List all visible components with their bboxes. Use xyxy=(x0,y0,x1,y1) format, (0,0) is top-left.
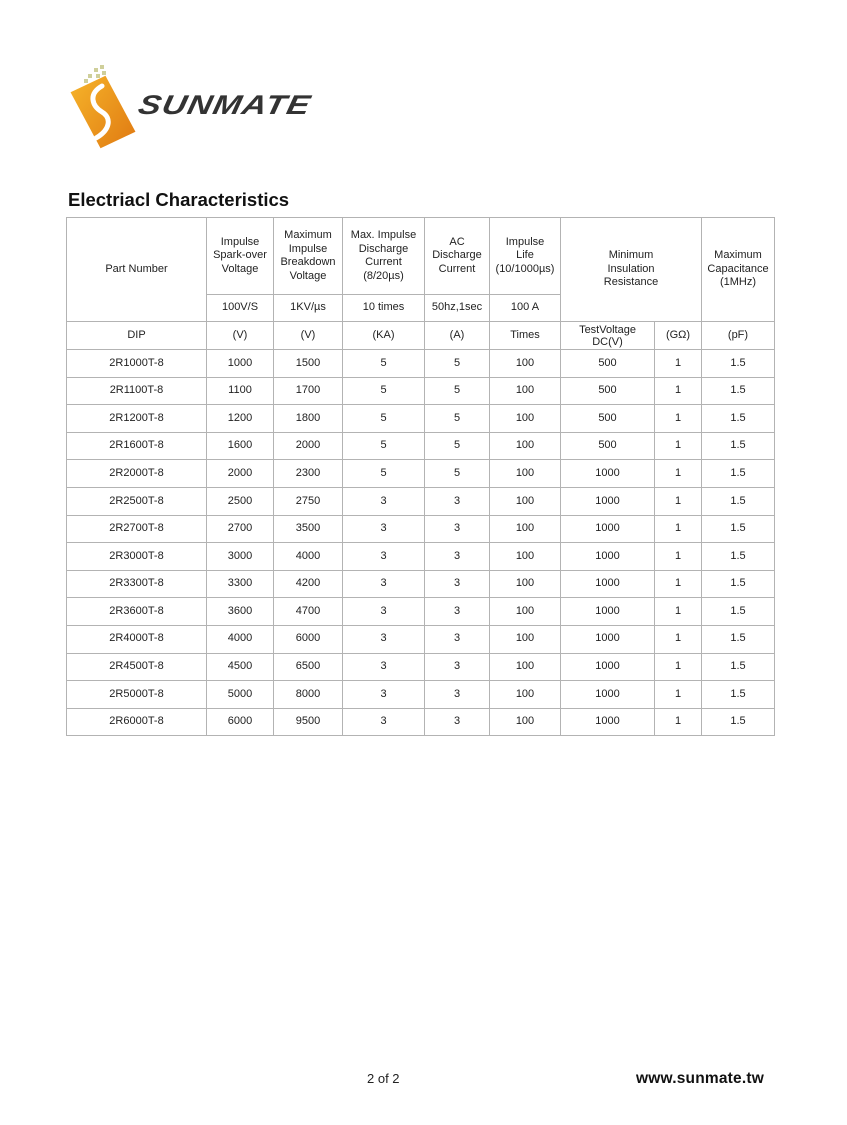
cell-breakdown-voltage: 1700 xyxy=(274,377,343,405)
cell-breakdown-voltage: 1500 xyxy=(274,350,343,378)
header-max-impulse-breakdown: Maximum Impulse Breakdown Voltage xyxy=(274,218,343,295)
cell-part-number: 2R2000T-8 xyxy=(67,460,207,488)
unit-ac: (A) xyxy=(425,322,490,350)
cell-test-voltage: 500 xyxy=(561,405,655,433)
condition-life: 100 A xyxy=(490,295,561,322)
cell-insulation-resistance: 1 xyxy=(655,570,702,598)
cell-impulse-life: 100 xyxy=(490,487,561,515)
cell-capacitance: 1.5 xyxy=(702,625,775,653)
cell-ac-discharge-current: 3 xyxy=(425,598,490,626)
unit-life: Times xyxy=(490,322,561,350)
cell-discharge-current: 5 xyxy=(343,460,425,488)
cell-insulation-resistance: 1 xyxy=(655,708,702,736)
cell-discharge-current: 3 xyxy=(343,487,425,515)
table-row xyxy=(67,515,775,543)
electrical-characteristics-table xyxy=(66,217,775,736)
cell-ac-discharge-current: 3 xyxy=(425,708,490,736)
table-row xyxy=(67,653,775,681)
cell-capacitance: 1.5 xyxy=(702,350,775,378)
cell-part-number: 2R5000T-8 xyxy=(67,681,207,709)
cell-impulse-life: 100 xyxy=(490,377,561,405)
cell-sparkover-voltage: 1600 xyxy=(207,432,274,460)
cell-capacitance: 1.5 xyxy=(702,432,775,460)
cell-test-voltage: 1000 xyxy=(561,543,655,571)
cell-impulse-life: 100 xyxy=(490,432,561,460)
cell-sparkover-voltage: 2500 xyxy=(207,487,274,515)
cell-impulse-life: 100 xyxy=(490,460,561,488)
cell-discharge-current: 3 xyxy=(343,543,425,571)
table-row xyxy=(67,708,775,736)
cell-breakdown-voltage: 4000 xyxy=(274,543,343,571)
cell-discharge-current: 3 xyxy=(343,515,425,543)
cell-insulation-resistance: 1 xyxy=(655,377,702,405)
unit-resistance: (GΩ) xyxy=(655,322,702,350)
cell-part-number: 2R1100T-8 xyxy=(67,377,207,405)
cell-discharge-current: 5 xyxy=(343,432,425,460)
table-row xyxy=(67,570,775,598)
cell-sparkover-voltage: 4000 xyxy=(207,625,274,653)
sunmate-logo xyxy=(58,62,320,150)
cell-part-number: 2R3300T-8 xyxy=(67,570,207,598)
cell-part-number: 2R3000T-8 xyxy=(67,543,207,571)
page-number: 2 of 2 xyxy=(367,1071,400,1086)
cell-impulse-life: 100 xyxy=(490,543,561,571)
cell-capacitance: 1.5 xyxy=(702,708,775,736)
cell-impulse-life: 100 xyxy=(490,515,561,543)
table-row xyxy=(67,487,775,515)
cell-sparkover-voltage: 4500 xyxy=(207,653,274,681)
cell-part-number: 2R6000T-8 xyxy=(67,708,207,736)
cell-insulation-resistance: 1 xyxy=(655,653,702,681)
cell-test-voltage: 1000 xyxy=(561,570,655,598)
unit-sparkover: (V) xyxy=(207,322,274,350)
table-row xyxy=(67,598,775,626)
cell-ac-discharge-current: 5 xyxy=(425,432,490,460)
cell-test-voltage: 1000 xyxy=(561,460,655,488)
cell-discharge-current: 5 xyxy=(343,405,425,433)
table-row xyxy=(67,625,775,653)
header-max-capacitance: Maximum Capacitance (1MHz) xyxy=(702,218,775,322)
cell-sparkover-voltage: 2700 xyxy=(207,515,274,543)
cell-part-number: 2R1200T-8 xyxy=(67,405,207,433)
cell-discharge-current: 5 xyxy=(343,350,425,378)
cell-breakdown-voltage: 8000 xyxy=(274,681,343,709)
cell-sparkover-voltage: 5000 xyxy=(207,681,274,709)
cell-breakdown-voltage: 2000 xyxy=(274,432,343,460)
cell-breakdown-voltage: 1800 xyxy=(274,405,343,433)
cell-insulation-resistance: 1 xyxy=(655,681,702,709)
cell-part-number: 2R4000T-8 xyxy=(67,625,207,653)
cell-insulation-resistance: 1 xyxy=(655,625,702,653)
header-part-number: Part Number xyxy=(67,218,207,322)
cell-impulse-life: 100 xyxy=(490,625,561,653)
cell-test-voltage: 500 xyxy=(561,377,655,405)
table-row xyxy=(67,377,775,405)
cell-capacitance: 1.5 xyxy=(702,598,775,626)
cell-capacitance: 1.5 xyxy=(702,515,775,543)
cell-test-voltage: 1000 xyxy=(561,598,655,626)
cell-sparkover-voltage: 3300 xyxy=(207,570,274,598)
cell-insulation-resistance: 1 xyxy=(655,598,702,626)
condition-breakdown: 1KV/µs xyxy=(274,295,343,322)
cell-breakdown-voltage: 6000 xyxy=(274,625,343,653)
cell-insulation-resistance: 1 xyxy=(655,405,702,433)
cell-part-number: 2R4500T-8 xyxy=(67,653,207,681)
website-url: www.sunmate.tw xyxy=(636,1070,764,1087)
cell-capacitance: 1.5 xyxy=(702,653,775,681)
cell-sparkover-voltage: 1000 xyxy=(207,350,274,378)
cell-sparkover-voltage: 6000 xyxy=(207,708,274,736)
cell-part-number: 2R1000T-8 xyxy=(67,350,207,378)
cell-test-voltage: 1000 xyxy=(561,681,655,709)
table-header xyxy=(67,218,775,350)
cell-insulation-resistance: 1 xyxy=(655,432,702,460)
cell-insulation-resistance: 1 xyxy=(655,543,702,571)
section-title: Electriacl Characteristics xyxy=(68,189,290,210)
header-min-insulation: Minimum Insulation Resistance xyxy=(561,218,702,322)
cell-sparkover-voltage: 1100 xyxy=(207,377,274,405)
table-row xyxy=(67,432,775,460)
cell-ac-discharge-current: 5 xyxy=(425,460,490,488)
cell-discharge-current: 3 xyxy=(343,708,425,736)
cell-discharge-current: 3 xyxy=(343,625,425,653)
table-row xyxy=(67,405,775,433)
cell-discharge-current: 3 xyxy=(343,653,425,681)
table-body xyxy=(67,350,775,736)
cell-capacitance: 1.5 xyxy=(702,487,775,515)
table-row xyxy=(67,350,775,378)
cell-capacitance: 1.5 xyxy=(702,460,775,488)
table-row xyxy=(67,681,775,709)
condition-sparkover: 100V/S xyxy=(207,295,274,322)
cell-part-number: 2R1600T-8 xyxy=(67,432,207,460)
cell-ac-discharge-current: 3 xyxy=(425,543,490,571)
cell-impulse-life: 100 xyxy=(490,708,561,736)
cell-test-voltage: 1000 xyxy=(561,625,655,653)
cell-discharge-current: 3 xyxy=(343,681,425,709)
unit-capacitance: (pF) xyxy=(702,322,775,350)
unit-breakdown: (V) xyxy=(274,322,343,350)
cell-ac-discharge-current: 3 xyxy=(425,570,490,598)
cell-insulation-resistance: 1 xyxy=(655,515,702,543)
header-max-impulse-discharge: Max. Impulse Discharge Current (8/20µs) xyxy=(343,218,425,295)
cell-capacitance: 1.5 xyxy=(702,681,775,709)
cell-breakdown-voltage: 4700 xyxy=(274,598,343,626)
cell-discharge-current: 5 xyxy=(343,377,425,405)
cell-insulation-resistance: 1 xyxy=(655,350,702,378)
header-impulse-sparkover: Impulse Spark-over Voltage xyxy=(207,218,274,295)
cell-capacitance: 1.5 xyxy=(702,543,775,571)
unit-test-voltage: TestVoltage DC(V) xyxy=(561,322,655,350)
cell-breakdown-voltage: 9500 xyxy=(274,708,343,736)
cell-test-voltage: 1000 xyxy=(561,487,655,515)
cell-breakdown-voltage: 4200 xyxy=(274,570,343,598)
cell-impulse-life: 100 xyxy=(490,350,561,378)
cell-impulse-life: 100 xyxy=(490,405,561,433)
cell-capacitance: 1.5 xyxy=(702,570,775,598)
cell-test-voltage: 1000 xyxy=(561,515,655,543)
cell-ac-discharge-current: 5 xyxy=(425,405,490,433)
cell-impulse-life: 100 xyxy=(490,681,561,709)
cell-insulation-resistance: 1 xyxy=(655,487,702,515)
cell-breakdown-voltage: 2300 xyxy=(274,460,343,488)
cell-ac-discharge-current: 3 xyxy=(425,515,490,543)
cell-impulse-life: 100 xyxy=(490,653,561,681)
cell-breakdown-voltage: 6500 xyxy=(274,653,343,681)
cell-discharge-current: 3 xyxy=(343,570,425,598)
table-row xyxy=(67,543,775,571)
cell-part-number: 2R2500T-8 xyxy=(67,487,207,515)
condition-discharge: 10 times xyxy=(343,295,425,322)
cell-test-voltage: 1000 xyxy=(561,653,655,681)
cell-sparkover-voltage: 2000 xyxy=(207,460,274,488)
cell-breakdown-voltage: 3500 xyxy=(274,515,343,543)
table-row xyxy=(67,460,775,488)
cell-ac-discharge-current: 3 xyxy=(425,625,490,653)
cell-part-number: 2R3600T-8 xyxy=(67,598,207,626)
cell-impulse-life: 100 xyxy=(490,598,561,626)
cell-ac-discharge-current: 5 xyxy=(425,377,490,405)
cell-ac-discharge-current: 3 xyxy=(425,681,490,709)
cell-breakdown-voltage: 2750 xyxy=(274,487,343,515)
cell-impulse-life: 100 xyxy=(490,570,561,598)
cell-discharge-current: 3 xyxy=(343,598,425,626)
header-impulse-life: Impulse Life (10/1000µs) xyxy=(490,218,561,295)
logo-wordmark: SUNMATE xyxy=(135,89,281,120)
unit-part: DIP xyxy=(67,322,207,350)
cell-ac-discharge-current: 5 xyxy=(425,350,490,378)
cell-capacitance: 1.5 xyxy=(702,377,775,405)
cell-sparkover-voltage: 1200 xyxy=(207,405,274,433)
cell-ac-discharge-current: 3 xyxy=(425,487,490,515)
cell-sparkover-voltage: 3000 xyxy=(207,543,274,571)
cell-sparkover-voltage: 3600 xyxy=(207,598,274,626)
cell-part-number: 2R2700T-8 xyxy=(67,515,207,543)
header-ac-discharge: AC Discharge Current xyxy=(425,218,490,295)
cell-insulation-resistance: 1 xyxy=(655,460,702,488)
condition-ac: 50hz,1sec xyxy=(425,295,490,322)
cell-test-voltage: 500 xyxy=(561,432,655,460)
cell-ac-discharge-current: 3 xyxy=(425,653,490,681)
cell-test-voltage: 1000 xyxy=(561,708,655,736)
unit-discharge: (KA) xyxy=(343,322,425,350)
cell-capacitance: 1.5 xyxy=(702,405,775,433)
cell-test-voltage: 500 xyxy=(561,350,655,378)
